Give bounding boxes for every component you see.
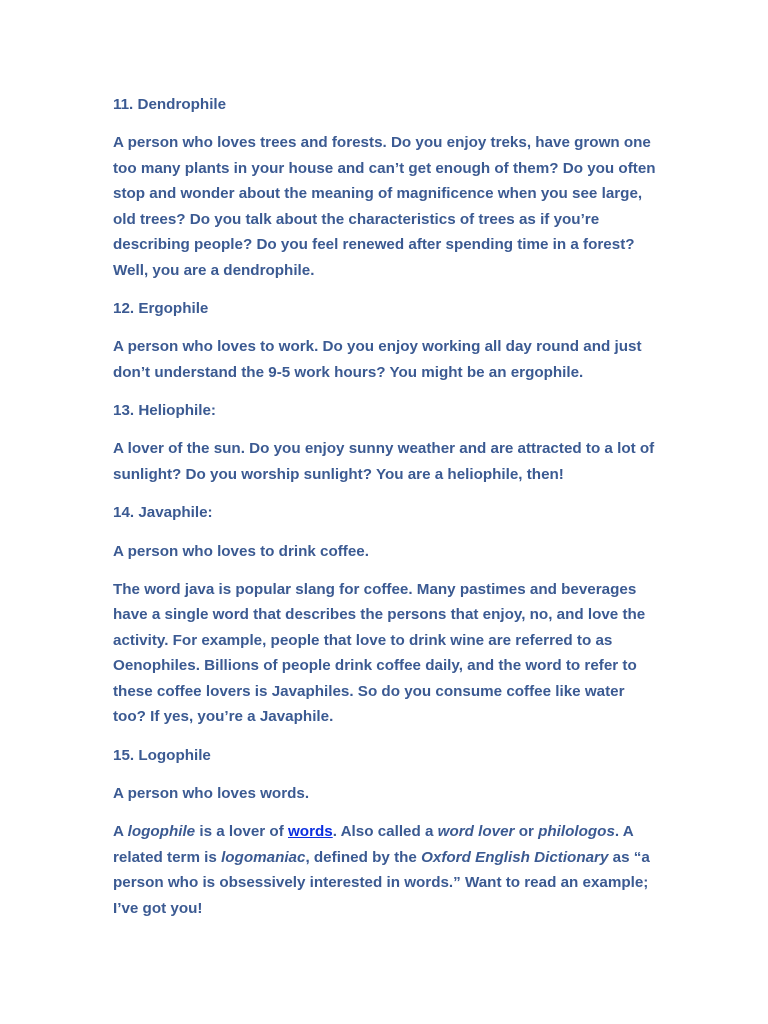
italic-term-philologos: philologos [538,823,615,841]
paragraph-logophile-definition: A person who loves words. [113,784,310,802]
text-run: . Also called a [332,823,438,841]
paragraph-javaphile-detail: The word java is popular slang for coffee. Many pastimes and beverages have a single word that describes the persons that enjoy, no, and love the activity. For example, people that love to drink wine are referred to as Oenophiles. Billions of people drink coffee daily, and the word to refer to these coffee lovers is Javaphiles. So do you consume coffee like water too? If yes, you’re a Javaphile. [113,580,646,726]
text-run: as “a person who is obsessively interested in words.” Want to read an example; I’ve got you! [113,848,650,917]
italic-term-word-lover: word lover [437,823,515,841]
italic-title-oxford-dictionary: Oxford English Dictionary [421,848,609,866]
heading-heliophile: 13. Heliophile: [113,402,216,420]
heading-logophile: 15. Logophile [113,746,211,764]
text-run: A [113,823,128,841]
paragraph-dendrophile: A person who loves trees and forests. Do you enjoy treks, have grown one too many plants in your house and can’t get enough of them? Do you often stop and wonder about the meaning of magnificence when you see large, old trees? Do you talk about the characteristics of trees as if you’re describing people? Do you feel renewed after spending time in a forest? Well, you are a dendrophile. [113,134,656,279]
italic-term-logophile: logophile [127,823,196,841]
document-page [113,92,661,934]
words-link[interactable]: words [287,823,333,841]
heading-ergophile: 12. Ergophile [113,300,209,318]
paragraph-ergophile: A person who loves to work. Do you enjoy working all day round and just don’t understand the 9-5 work hours? You might be an ergophile. [113,338,642,381]
text-run: , defined by the [305,848,422,866]
paragraph-heliophile: A lover of the sun. Do you enjoy sunny weather and are attracted to a lot of sunlight? Do you worship sunlight? You are a heliophile, then! [113,440,655,483]
heading-dendrophile: 11. Dendrophile [113,96,227,113]
paragraph-javaphile-definition: A person who loves to drink coffee. [113,542,369,560]
paragraph-logophile-detail [113,819,661,921]
text-run: or [514,823,539,841]
heading-javaphile: 14. Javaphile: [113,504,213,522]
text-run: . A related term is [113,823,634,866]
italic-term-logomaniac: logomaniac [221,848,306,866]
text-run: is a lover of [195,823,288,841]
